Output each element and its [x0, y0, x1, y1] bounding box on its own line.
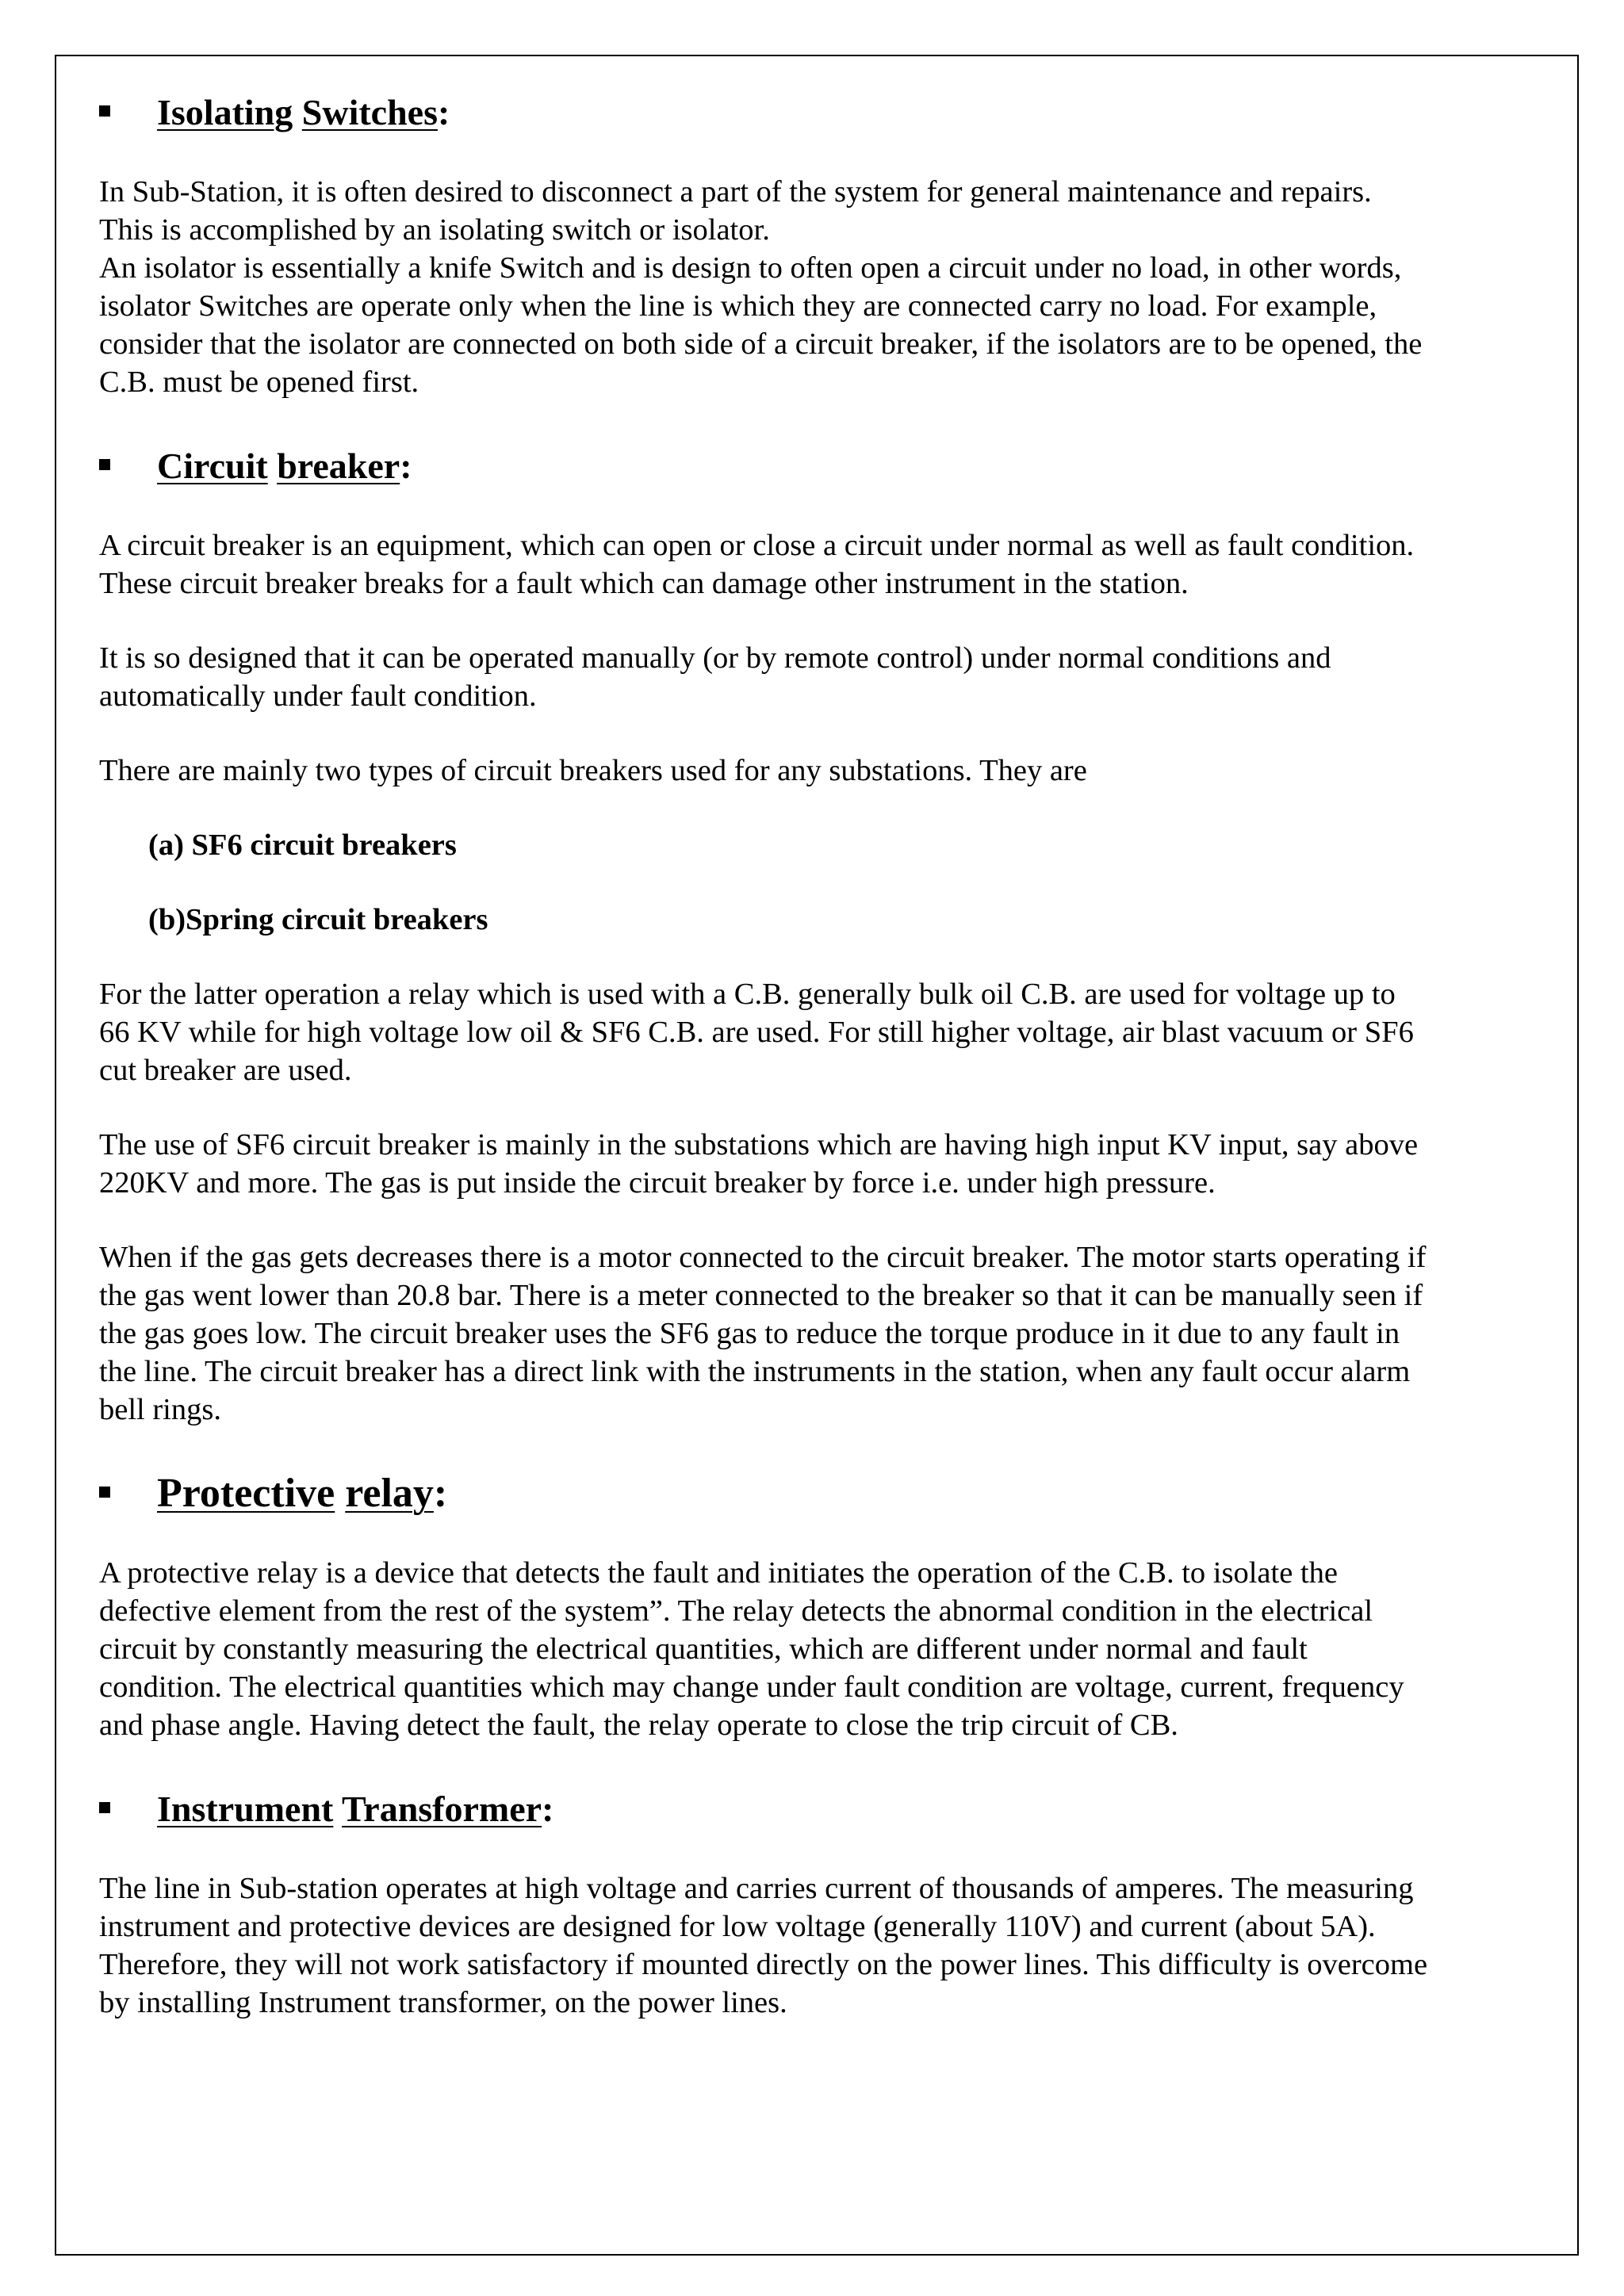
- square-bullet-icon: [99, 459, 110, 470]
- heading-circuit-breaker: Circuit breaker:: [99, 433, 1542, 499]
- square-bullet-icon: [99, 1487, 110, 1498]
- paragraph: For the latter operation a relay which is used with a C.B. generally bulk oil C.B. are used for voltage up to 66 KV while for high voltage low oil & SF6 C.B. are used. For still higher voltage, air blast vacuum or SF6 cut breaker are used.: [99, 978, 1414, 1087]
- square-bullet-icon: [99, 105, 110, 117]
- paragraph: In Sub-Station, it is often desired to disconnect a part of the system for general maintenance and repairs. This is accomplished by an isolating switch or isolator. An isolator is essentially a knife Switch and is design to often open a circuit under no load, in other words, isolator Switches are operate only when the line is which they are connected carry no load. For example, consider that the isolator are connected on both side of a circuit breaker, if the isolators are to be opened, the C.B. must be opened first.: [99, 175, 1423, 399]
- paragraph: A protective relay is a device that detects the fault and initiates the operation of the C.B. to isolate the defective element from the rest of the system”. The relay detects the abnormal condition in the electrical circuit by constantly measuring the electrical quantities, which are different under normal and fault condition. The electrical quantities which may change under fault condition are voltage, current, frequency and phase angle. Having detect the fault, the relay operate to close the trip circuit of CB.: [99, 1556, 1404, 1742]
- list-item-spring: (b)Spring circuit breakers: [148, 903, 488, 936]
- document-body: [99, 79, 1542, 2022]
- heading-protective-relay: Protective relay:: [99, 1460, 1542, 1527]
- paragraph: The line in Sub-station operates at high voltage and carries current of thousands of amperes. The measuring instrument and protective devices are designed for low voltage (generally 110V) and current (about 5A). Therefore, they will not work satisfactory if mounted directly on the power lines. This difficulty is overcome by installing Instrument transformer, on the power lines.: [99, 1872, 1428, 2019]
- square-bullet-icon: [99, 1802, 110, 1813]
- paragraph: There are mainly two types of circuit breakers used for any substations. They are: [99, 754, 1087, 787]
- paragraph: When if the gas gets decreases there is a motor connected to the circuit breaker. The motor starts operating if the gas went lower than 20.8 bar. There is a meter connected to the breaker so that it can be manually seen if the gas goes low. The circuit breaker uses the SF6 gas to reduce the torque produce in it due to any fault in the line. The circuit breaker has a direct link with the instruments in the station, when any fault occur alarm bell rings.: [99, 1241, 1427, 1426]
- list-item-sf6: (a) SF6 circuit breakers: [148, 828, 457, 862]
- heading-instrument-transformer: Instrument Transformer:: [99, 1776, 1542, 1843]
- paragraph: It is so designed that it can be operated manually (or by remote control) under normal conditions and automatically under fault condition.: [99, 641, 1331, 713]
- paragraph: The use of SF6 circuit breaker is mainly in the substations which are having high input KV input, say above 220KV and more. The gas is put inside the circuit breaker by force i.e. under high pressure.: [99, 1128, 1419, 1200]
- heading-isolating-switches: Isolating Switches:: [99, 79, 1542, 146]
- paragraph: A circuit breaker is an equipment, which can open or close a circuit under normal as well as fault condition. These circuit breaker breaks for a fault which can damage other instrument in the station.: [99, 529, 1415, 600]
